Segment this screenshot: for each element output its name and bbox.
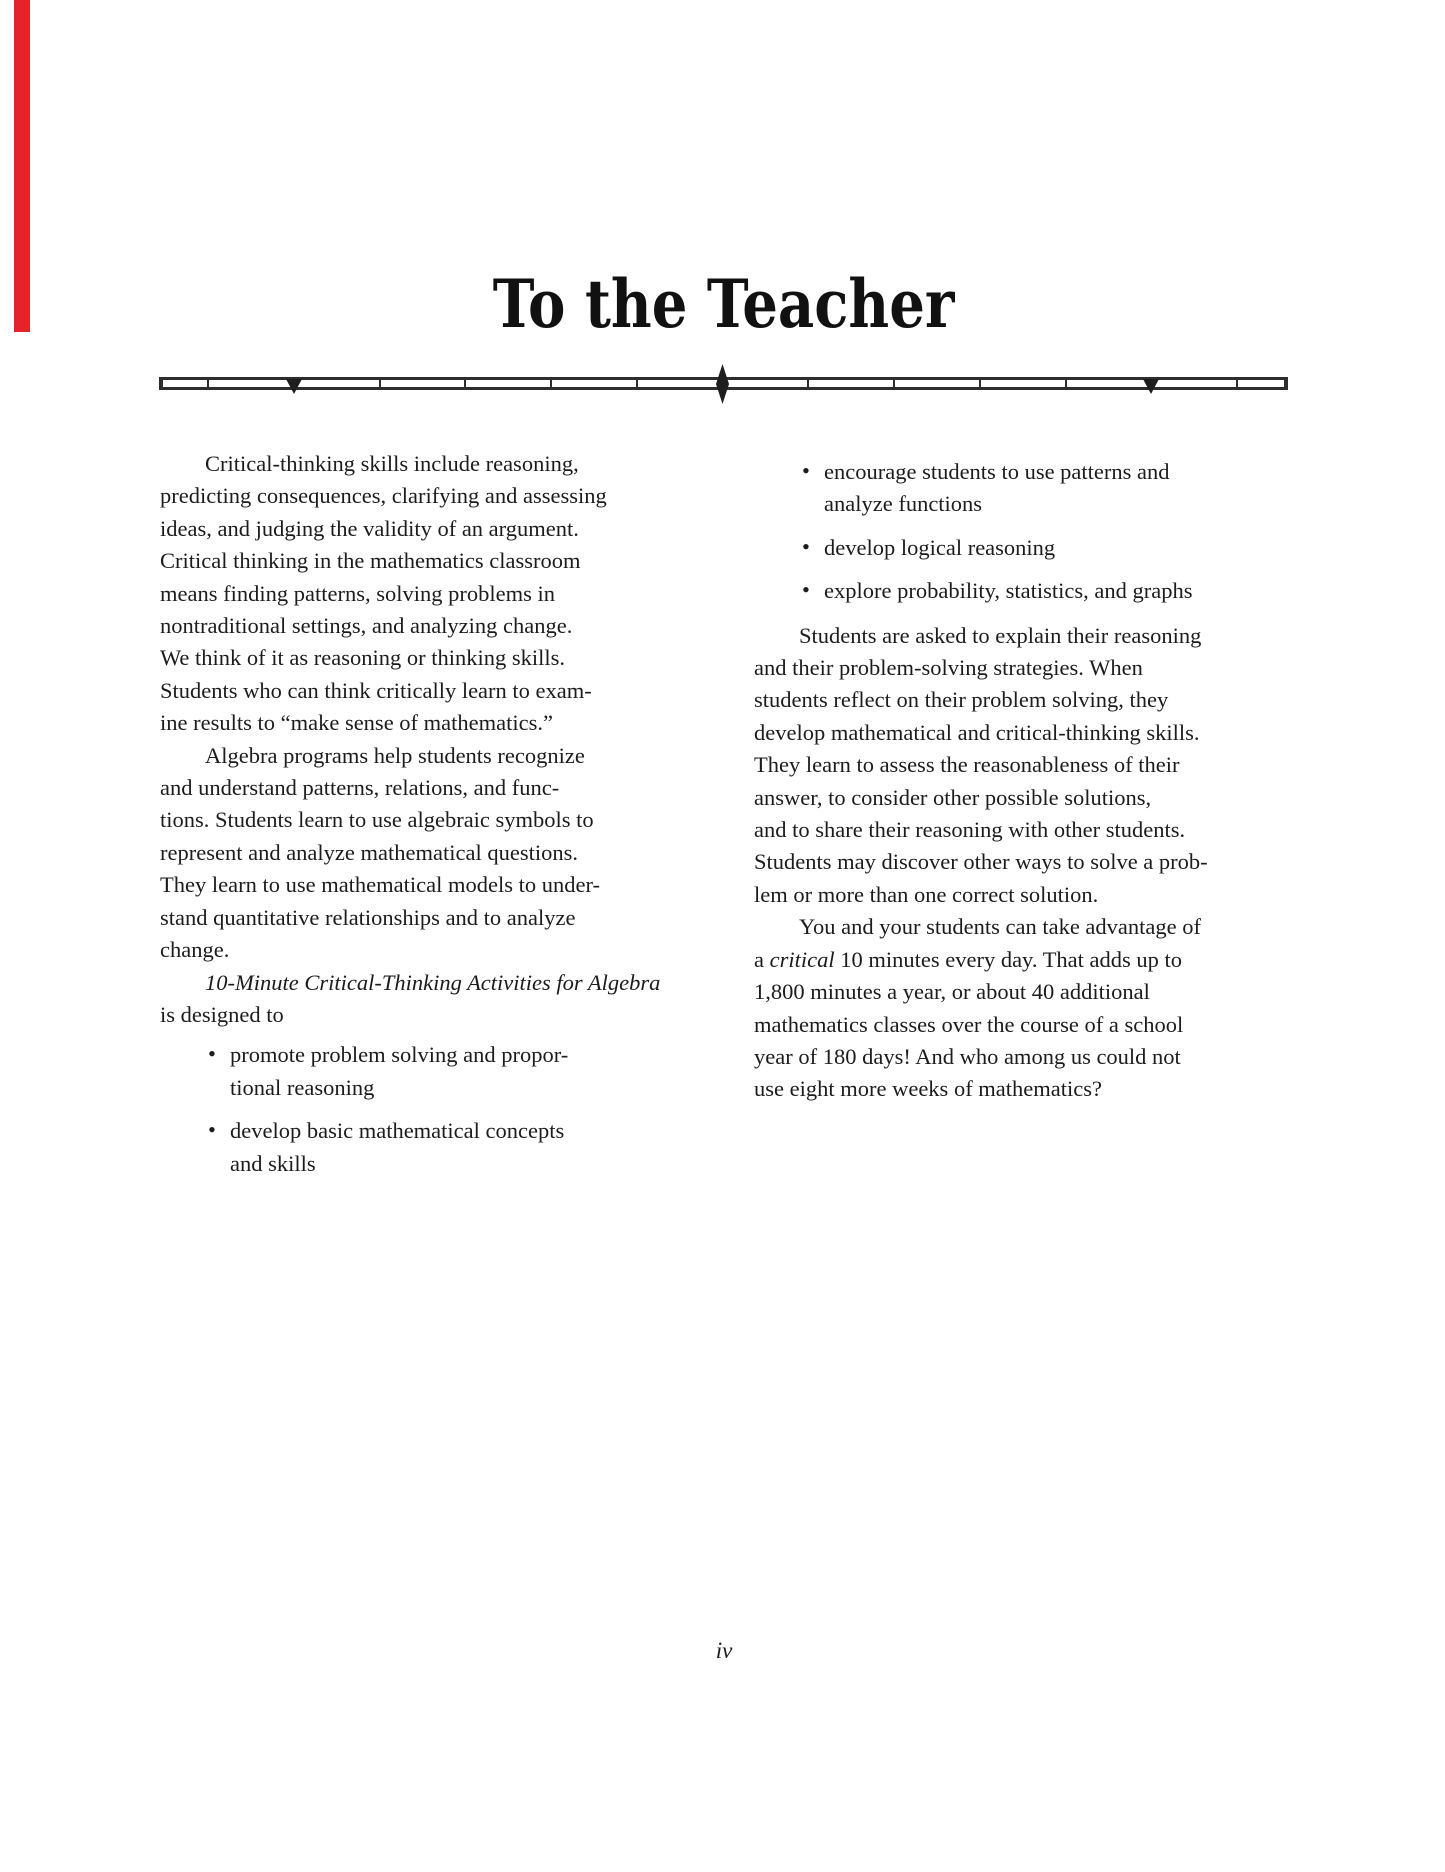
triangle-down-icon: [286, 379, 302, 394]
ornament-tick: [636, 380, 638, 387]
text-line: [160, 578, 708, 610]
text-line: [160, 999, 708, 1031]
text-line: [824, 532, 1302, 564]
text-run: tional reasoning: [230, 1074, 375, 1100]
text-run: Students are asked to explain their reasoning: [799, 622, 1202, 648]
list-item: [754, 575, 1302, 607]
text-run: explore probability, statistics, and graphs: [824, 578, 1193, 604]
column-right: [754, 448, 1302, 1106]
bullet-list: [160, 1039, 708, 1180]
ornament-tick: [1065, 380, 1067, 387]
text-run: and their problem-solving strategies. When: [754, 655, 1143, 681]
text-run: promote problem solving and propor-: [230, 1042, 569, 1068]
ornament-tick: [893, 380, 895, 387]
text-run: means finding patterns, solving problems in: [160, 580, 555, 606]
text-line: [160, 480, 708, 512]
ornament-end-cap: [159, 377, 163, 390]
text-run: stand quantitative relationships and to analyze: [160, 904, 576, 930]
text-run: ine results to “make sense of mathematics.”: [160, 710, 553, 736]
bullet-text: [824, 532, 1302, 564]
ornament-tick: [979, 380, 981, 387]
text-line: [754, 717, 1302, 749]
text-line: [160, 642, 708, 674]
text-run: Critical-thinking skills include reasoning,: [205, 451, 579, 476]
text-run: encourage students to use patterns and: [824, 459, 1170, 484]
bullet-list: [754, 456, 1302, 608]
text-line: [754, 1009, 1302, 1041]
text-line: [230, 1039, 708, 1071]
text-run: lem or more than one correct solution.: [754, 881, 1099, 907]
text-line: [160, 513, 708, 545]
bullet-icon: •: [802, 458, 810, 483]
text-run: year of 180 days! And who among us could not: [754, 1043, 1181, 1069]
text-line: [160, 869, 708, 901]
text-run: change.: [160, 937, 230, 963]
text-run: answer, to consider other possible solutions,: [754, 784, 1152, 810]
text-line: [160, 545, 708, 577]
text-run: use eight more weeks of mathematics?: [754, 1076, 1103, 1102]
bullet-icon: •: [208, 1041, 216, 1067]
text-run: 1,800 minutes a year, or about 40 additional: [754, 979, 1150, 1005]
paragraph: [160, 448, 708, 740]
text-line: [160, 967, 708, 999]
text-run: represent and analyze mathematical questions.: [160, 839, 578, 865]
text-run: Students may discover other ways to solve a prob-: [754, 849, 1208, 875]
text-line: [160, 837, 708, 869]
text-line: [754, 782, 1302, 814]
text-run: Critical thinking in the mathematics classroom: [160, 548, 581, 574]
bullet-text: [824, 456, 1302, 521]
text-run: develop logical reasoning: [824, 534, 1056, 560]
text-line: [754, 846, 1302, 878]
text-run: nontraditional settings, and analyzing change.: [160, 613, 573, 639]
text-line: [230, 1072, 708, 1104]
text-line: [754, 976, 1302, 1008]
list-item: [754, 532, 1302, 564]
bullet-icon: •: [802, 533, 810, 559]
text-line: [160, 448, 708, 480]
diamond-icon: [716, 364, 729, 404]
text-line: [754, 652, 1302, 684]
text-line: [754, 879, 1302, 911]
paragraph: [754, 911, 1302, 1105]
text-line: [824, 456, 1302, 488]
text-run: You and your students can take advantage of: [799, 914, 1201, 940]
text-line: [230, 1115, 708, 1147]
title-ornament-rule: [159, 377, 1288, 390]
ornament-end-cap: [1284, 377, 1288, 390]
text-line: [754, 1073, 1302, 1105]
text-run: mathematics classes over the course of a school: [754, 1011, 1184, 1037]
text-run: Students who can think critically learn to exam-: [160, 677, 592, 703]
text-run: 10 minutes every day. That adds up to: [834, 946, 1183, 972]
text-line: [754, 1041, 1302, 1073]
text-run: analyze functions: [824, 491, 983, 517]
text-run: develop basic mathematical concepts: [230, 1118, 565, 1144]
ornament-tick: [1236, 380, 1238, 387]
text-run: They learn to assess the reasonableness of their: [754, 752, 1180, 778]
text-line: [160, 610, 708, 642]
ornament-tick: [550, 380, 552, 387]
text-line: [754, 620, 1302, 652]
text-line: [754, 749, 1302, 781]
page-title: [160, 265, 1288, 343]
text-run: They learn to use mathematical models to under-: [160, 872, 601, 898]
text-line: [754, 684, 1302, 716]
text-line: [160, 740, 708, 772]
text-run: tions. Students learn to use algebraic symbols to: [160, 807, 594, 833]
text-run: predicting consequences, clarifying and assessing: [160, 483, 607, 509]
ornament-tick: [379, 380, 381, 387]
text-line: [230, 1148, 708, 1180]
text-run: ideas, and judging the validity of an argument.: [160, 515, 579, 541]
text-run: is designed to: [160, 1001, 284, 1027]
text-line: [824, 575, 1302, 607]
bullet-text: [824, 575, 1302, 607]
text-run: Algebra programs help students recognize: [205, 742, 585, 768]
bullet-text: [230, 1039, 708, 1104]
text-run: and skills: [230, 1150, 316, 1176]
text-run: a: [754, 946, 770, 972]
page-edge-red-bar: [14, 0, 30, 332]
ornament-tick: [807, 380, 809, 387]
column-left: [160, 448, 708, 1192]
ornament-tick: [207, 380, 209, 387]
text-run: and understand patterns, relations, and func-: [160, 775, 560, 801]
text-line: [754, 911, 1302, 943]
list-item: [160, 1115, 708, 1180]
text-line: [160, 675, 708, 707]
text-line: [160, 934, 708, 966]
text-line: [160, 902, 708, 934]
italic-text-run: 10-Minute Critical-Thinking Activities for Algebra: [205, 969, 661, 995]
bullet-icon: •: [208, 1117, 216, 1143]
text-run: develop mathematical and critical-thinking skills.: [754, 719, 1200, 745]
triangle-down-icon: [1143, 379, 1159, 394]
text-run: We think of it as reasoning or thinking skills.: [160, 645, 566, 671]
bullet-text: [230, 1115, 708, 1180]
text-line: [160, 804, 708, 836]
text-line: [160, 772, 708, 804]
text-line: [754, 944, 1302, 976]
bullet-icon: •: [802, 577, 810, 603]
text-line: [160, 707, 708, 739]
page-title-text: To the Teacher: [493, 265, 955, 343]
list-item: [754, 456, 1302, 521]
text-line: [754, 814, 1302, 846]
paragraph: [754, 620, 1302, 912]
text-line: [824, 488, 1302, 520]
list-item: [160, 1039, 708, 1104]
text-run: and to share their reasoning with other students.: [754, 817, 1186, 843]
text-run: students reflect on their problem solving, they: [754, 687, 1169, 713]
paragraph: [160, 967, 708, 1032]
page-number: iv: [715, 1638, 733, 1663]
italic-text-run: critical: [769, 946, 835, 972]
paragraph: [160, 740, 708, 967]
ornament-tick: [464, 380, 466, 387]
